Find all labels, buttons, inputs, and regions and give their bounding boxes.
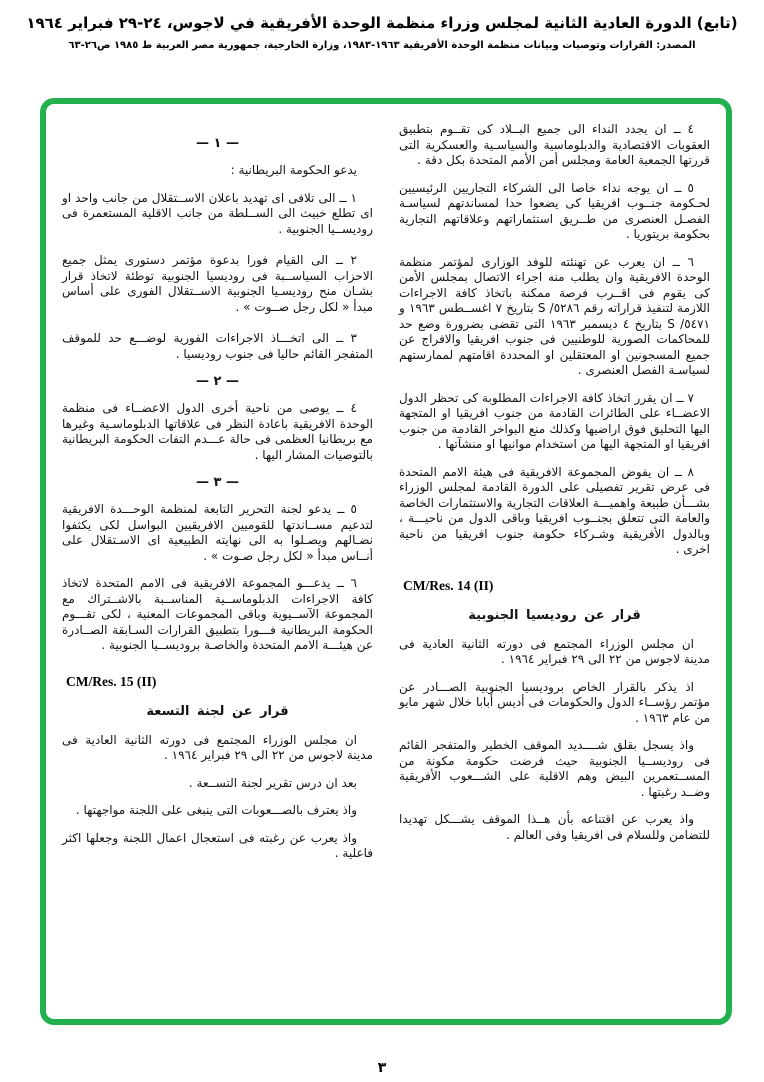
paragraph-recalling-addis: اذ يذكر بالقرار الخاص بروديسيا الجنوبية الصـــادر عن مؤتمر رؤســاء الدول والحكومات فى أديس أبابا خلال شهر مايو من عام ١٩٦٣ . [399, 679, 710, 725]
paragraph-studied-report: بعد ان درس تقرير لجنة التســعة . [188, 775, 357, 790]
page-header [0, 12, 764, 53]
document-frame [40, 98, 732, 1025]
paragraph-desire-speed-up: واذ يعرب عن رغبته فى استعجال اعمال اللجنة وجعلها اكثر فاعلية . [62, 830, 373, 860]
resolution-heading-committee-of-nine: قرار عن لجنة التسعة [146, 703, 289, 719]
page-number: ٣ [377, 1060, 387, 1076]
section-number-3: — ٣ — [196, 475, 239, 490]
header-source-line: المصدر: القرارات وتوصيات وبيانات منظمة الوحدة الأفريقية ١٩٦٣-١٩٨٣، وزارة الخارجية، جمهورية مصر العربية ط ١٩٨٥ ص٢٦-٦٣ [68, 40, 696, 51]
column-right [399, 122, 710, 1003]
paragraph-5-trading-partners: ٥ ــ ان يوجه نداء خاصا الى الشركاء التجاريين الرئيسيين لحـكومة جنــوب افريقيا كى يضعوا حدا لمساندتهم لسياسـة الفصـل العنصرى من طــريق استثماراتهم وعلاقاتهم التجارية بحكومة بريتوريا . [399, 180, 710, 241]
resolution-label-cm-res-14: CM/Res. 14 (II) [403, 577, 494, 593]
paragraph-4-renew-appeal: ٤ ــ ان يجدد النداء الى جميع البــلاد كى تقــوم بتطبيق العقوبات الاقتصادية والدبلوماسية والسياسـية والعسكرية التى قررتها الجمعية العامة ومجلس أمن الأمم المتحدة بكل دقة . [399, 122, 710, 167]
column-left [62, 122, 373, 1003]
paragraph-6-security-council: ٦ ــ ان يعرب عن تهنئته للوفد الوزارى لمؤتمر منظمة الوحدة الافريقية وان يطلب منه اجراء الاتصال بمجلس الأمن كى يقوم فى اقــرب فرصة ممكنة باتخاذ كافة الاجراءات اللازمة لتنفيذ قراراته رقم ٥٢٨٦/ S بتاريخ ٧ اغســطس ١٩٦٣ و ٥٤٧١/ S بتاريخ ٤ ديسمبر ١٩٦٣ التى تقضى بضرورة وضع حد للمحاكمات الصورية للوطنيين فى جنوب افريقيا والافراج عن جميع المسجونين او المعتقلين او المحددة اقامتهم لممارستهم لسياسـة الفصل العنصرى . [399, 254, 710, 377]
paragraph-6-african-group-un: ٦ ــ يدعـــو المجموعة الافريقية فى الامم المتحدة لاتخاذ كافة الاجراءات الدبلوماســية المناســبة بالاشــتراك مع المجموعة الآســيوية وباقى المجموعات المعنية ، لكى تقـــوم الحكومة البريطانية فـــورا بتطبيق القرارات السـابقة الصــادرة عن هيئـــة الامم المتحدة والخاصـة بروديســيا الجنوبية . [62, 576, 373, 652]
paragraph-8-un-african-group: ٨ ــ ان يفوض المجموعة الافريقية فى هيئة الامم المتحدة فى عرض تقرير تفصيلى على الدورة القادمة لمجلس الوزراء بشـــأن طبيعة واهميـــة العلاقات التجارية والاستثمارات الخاصة والعامة التى تتعلق بجنــوب افريقيا وباقى الدول من ناحيـــة ، وبالدول الأفريقية وشـركاء حكومة جنوب افريقيا من ناحية اخرى . [399, 464, 710, 556]
paragraph-1-avoid-udi: ١ ــ الى تلافى اى تهديد باعلان الاســتقلال من جانب واحد او اى تطلع خبيث الى الســلطة من جانب الاقلية المستعمرة فى روديســيا الجنوبية . [62, 190, 373, 236]
section-number-2: — ٢ — [196, 374, 239, 389]
paragraph-conviction-threat: واذ يعرب عن اقتناعه بأن هــذا الموقف يشـــكل تهديدا للتضامن وللسلام فى افريقيا وفى العالم . [399, 812, 710, 842]
paragraph-noting-situation: واذ يسجل بقلق شــــديد الموقف الخطير والمتفجر القائم فى روديســيا الجنوبية حيث فرضت حكومة مكونة من المســتعمرين البيض وهم الاقلية على الشـــعوب الأفريقية وضــد رغبتها . [399, 738, 710, 799]
paragraph-recognizing-difficulties: واذ يعترف بالصـــعوبات التى ينبغى على اللجنة مواجهتها . [75, 803, 357, 817]
paragraph-council-session-2: ان مجلس الوزراء المجتمع فى دورته الثانية العادية فى مدينة لاجوس من ٢٢ الى ٢٩ فبراير ١٩٦٤ . [62, 732, 373, 762]
paragraph-2-constitutional-conference: ٢ ــ الى القيام فورا بدعوة مؤتمر دستورى يمثل جميع الاحزاب السياســبة فى روديسيا الجنوبية توطئة لاتخاذ قرار بشـان منح روديسـيا الجنوبية الاســتقلال الفورى على أساس مبدأ « لكل رجل صــوت » . [62, 253, 373, 314]
paragraph-3-immediate-measures: ٣ ــ الى اتخـــاذ الاجراءات الفورية لوضـــع حد للموقف المتفجر القائم حاليا فى جنوب روديسيا . [62, 331, 373, 361]
resolution-heading-southern-rhodesia: قرار عن روديسيا الجنوبية [468, 607, 641, 623]
paragraph-5-liberation-committee: ٥ ــ يدعو لجنة التحرير التابعة لمنظمة الوحـــدة الافريقية لتدعيم مســاندتها للقوميين الافريقيين البواسل لكى يكثفوا نضـالهم ويصـلوا به الى نهايته الطبيعية اى الاسـتقلال على أنــاس مبدأ « لكل رجل صـوت » . [62, 502, 373, 563]
paragraph-7-aircraft-ban: ٧ ــ ان يقرر اتخاذ كافة الاجراءات المطلوبة كى تحظر الدول الاعضــاء على الطائرات القادمة من جنوب افريقيا او المتجهة اليها التحليق فوق اراضيها وكذلك منع البواخر القادمة من جنوب افريقيا او المتجهة اليها من استخدام موانيها او منشآتها . [399, 390, 710, 451]
paragraph-4-reconsider-relations: ٤ ــ يوصى من ناحية أخرى الدول الاعضــاء فى منظمة الوحدة الافريقية باعادة النظر فى علاقاتها الدبلوماسـية وغيرها مع بريطانيا العظمى فى حالة عـــدم التفات الحكومة البريطانية بالتوصيات المشار اليها . [62, 401, 373, 462]
resolution-label-cm-res-15: CM/Res. 15 (II) [66, 673, 157, 689]
intro-invites-british-government: يدعو الحكومة البريطانية : [230, 163, 357, 177]
paragraph-council-session: ان مجلس الوزراء المجتمع فى دورته الثانية العادية فى مدينة لاجوس من ٢٢ الى ٢٩ فبراير ١٩٦٤ . [399, 636, 710, 666]
header-title: (تابع) الدورة العادية الثانية لمجلس وزراء منظمة الوحدة الأفريقية في لاجوس، ٢٤-٢٩ فبراير ١٩٦٤ [26, 14, 738, 32]
section-number-1: — ١ — [196, 136, 239, 151]
